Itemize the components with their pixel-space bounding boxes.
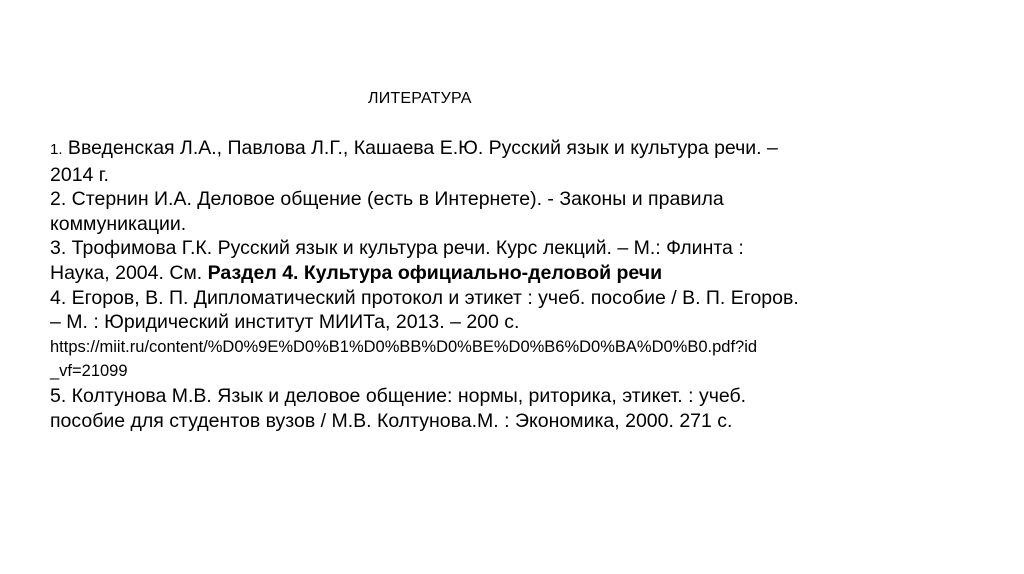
reference-4-url-line-2[interactable]: _vf=21099 bbox=[50, 362, 128, 381]
reference-4-line-1: 4. Егоров, В. П. Дипломатический протокол и этикет : учеб. пособие / В. П. Егоров. bbox=[50, 286, 799, 309]
reference-1-line-1 bbox=[50, 136, 890, 163]
reference-3-line-2 bbox=[50, 261, 890, 286]
document-title: ЛИТЕРАТУРА bbox=[368, 90, 472, 107]
reference-5-line-1: 5. Колтунова М.В. Язык и деловое общение: нормы, риторика, этикет. : учеб. bbox=[50, 384, 747, 407]
reference-2-line-2: коммуникации. bbox=[50, 212, 187, 235]
reference-2-line-1: 2. Стернин И.А. Деловое общение (есть в Интернете). - Законы и правила bbox=[50, 188, 724, 211]
reference-5-line-2: пособие для студентов вузов / М.В. Колтунова.М. : Экономика, 2000. 271 с. bbox=[50, 409, 733, 432]
reference-3-line-1: 3. Трофимова Г.К. Русский язык и культура речи. Курс лекций. – М.: Флинта : bbox=[50, 237, 744, 260]
reference-1-number: 1. bbox=[50, 141, 63, 158]
reference-3-section-bold: Раздел 4. Культура официально-деловой речи bbox=[207, 261, 663, 284]
reference-3-text: Наука, 2004. См. bbox=[50, 261, 208, 284]
references-list bbox=[50, 136, 890, 433]
reference-4-url-line-1[interactable]: https://miit.ru/content/%D0%9E%D0%B1%D0%BB%D0%BE%D0%B6%D0%BA%D0%B0.pdf?id bbox=[50, 337, 758, 356]
reference-1-text: Введенская Л.А., Павлова Л.Г., Кашаева Е.Ю. Русский язык и культура речи. – bbox=[62, 137, 778, 159]
reference-1-line-2: 2014 г. bbox=[50, 163, 109, 186]
reference-4-line-2: – М. : Юридический институт МИИТа, 2013. – 200 с. bbox=[50, 311, 520, 334]
